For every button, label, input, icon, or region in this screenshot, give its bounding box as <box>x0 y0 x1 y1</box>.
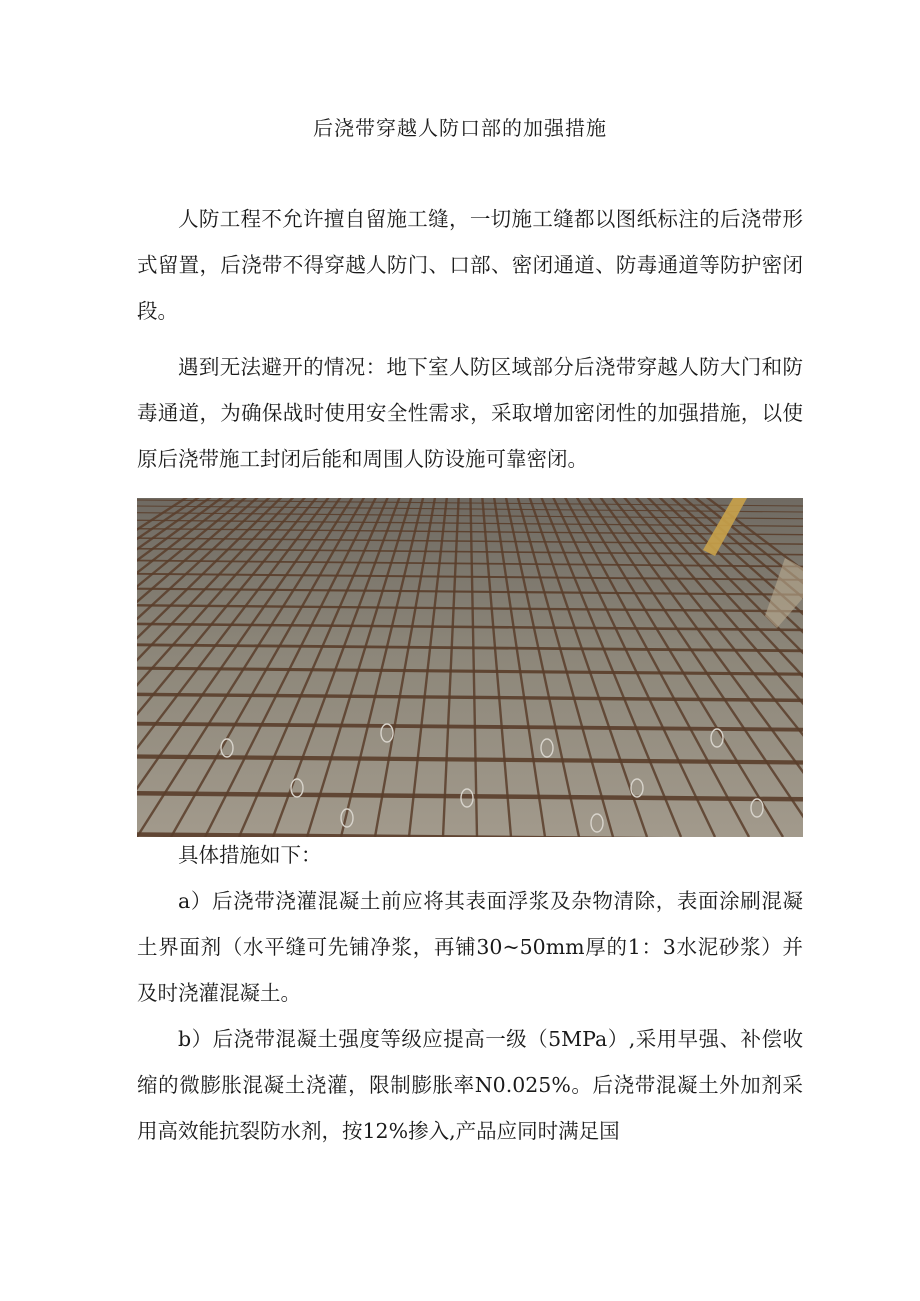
paragraph-measures-heading: 具体措施如下： <box>178 843 322 867</box>
paragraph-measure-b: b）后浇带混凝土强度等级应提高一级（5MPa）,采用早强、补偿收缩的微膨胀混凝土浇灌，限制膨胀率N0.025%。后浇带混凝土外加剂采用高效能抗裂防水剂，按12%掺入,产品应同时满足国 <box>137 1027 803 1143</box>
paragraph-situation: 遇到无法避开的情况：地下室人防区域部分后浇带穿越人防大门和防毒通道，为确保战时使用安全性需求，采取增加密闭性的加强措施，以使原后浇带施工封闭后能和周围人防设施可靠密闭。 <box>137 355 803 471</box>
paragraph-intro: 人防工程不允许擅自留施工缝，一切施工缝都以图纸标注的后浇带形式留置，后浇带不得穿越人防门、口部、密闭通道、防毒通道等防护密闭段。 <box>137 207 803 323</box>
rebar-mesh-illustration <box>137 498 803 837</box>
rebar-mesh-photo <box>137 498 803 837</box>
document-title: 后浇带穿越人防口部的加强措施 <box>313 116 607 140</box>
paragraph-measure-a: a）后浇带浇灌混凝土前应将其表面浮浆及杂物清除，表面涂刷混凝土界面剂（水平缝可先铺净浆，再铺30~50mm厚的1：3水泥砂浆）并及时浇灌混凝土。 <box>137 889 803 1005</box>
